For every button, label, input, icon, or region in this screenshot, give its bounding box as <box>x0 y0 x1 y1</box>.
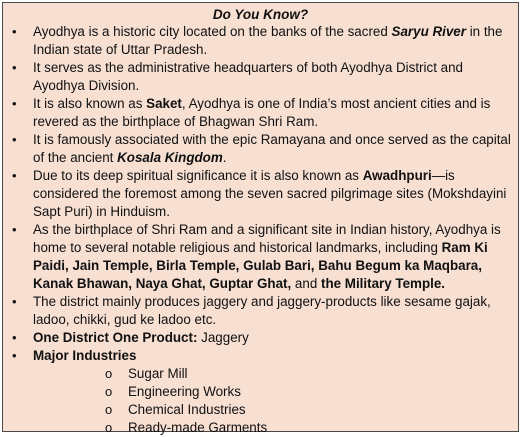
bullet-icon: • <box>12 168 17 183</box>
info-box <box>2 2 519 435</box>
sub-bullet-icon: o <box>105 366 113 381</box>
sub-bullet-icon: o <box>105 420 113 435</box>
bullet-icon: • <box>12 96 17 111</box>
box-title: Do You Know? <box>212 7 309 22</box>
list-item: • The district mainly produces jaggery and jaggery-products like sesame gajak, ladoo, chikki, gud ke ladoo etc. <box>12 294 491 327</box>
industry-item: o Ready-made Garments <box>105 420 268 435</box>
list-item <box>3 347 518 437</box>
list-item: • As the birthplace of Shri Ram and a significant site in Indian history, Ayodhya is home to several notable religious and historical landmarks, including Ram Ki Paidi, Jain Temple, Birla Temple, Gulab Bari, Bahu Begum ka Maqbara, Kanak Bhawan, Naya Ghat, Guptar Ghat, and the Military Temple. <box>12 222 501 291</box>
bullet-icon: • <box>12 348 17 363</box>
list-item: • Ayodhya is a historic city located on the banks of the sacred Saryu River in the Indian state of Uttar Pradesh. <box>12 24 503 57</box>
military-temple: the Military Temple. <box>321 276 446 291</box>
industry-item: o Chemical Industries <box>105 402 246 417</box>
bullet-icon: • <box>12 330 17 345</box>
list-item: • It is also known as Saket, Ayodhya is one of India’s most ancient cities and is revered as the birthplace of Bhagwan Shri Ram. <box>12 96 491 129</box>
list-item: • Due to its deep spiritual significance it is also known as Awadhpuri—is considered the foremost among the seven sacred pilgrimage sites (Mokshdayini Sapt Puri) in Hinduism. <box>12 168 507 219</box>
bullet-icon: • <box>12 132 17 147</box>
industry-item: o Sugar Mill <box>105 366 188 381</box>
river-name: Saryu River <box>391 24 466 39</box>
sub-bullet-icon: o <box>105 402 113 417</box>
landmark-list: Ram Ki Paidi, Jain Temple, Birla Temple, Gulab Bari, Bahu Begum ka Maqbara, Kanak Bhawan, Naya Ghat, Guptar Ghat, <box>33 240 488 291</box>
industries-heading: Major Industries <box>33 348 137 363</box>
industry-item: o Engineering Works <box>105 384 241 399</box>
sub-bullet-icon: o <box>105 384 113 399</box>
alt-name-saket: Saket <box>146 96 182 111</box>
bullet-icon: • <box>12 294 17 309</box>
bullet-icon: • <box>12 24 17 39</box>
odop-label: One District One Product: <box>33 330 198 345</box>
bullet-icon: • <box>12 60 17 75</box>
industries-list <box>33 365 514 437</box>
odop-value: Jaggery <box>197 330 249 345</box>
kingdom-name: Kosala Kingdom <box>117 150 223 165</box>
bullet-icon: • <box>12 222 17 237</box>
list-item: • It serves as the administrative headquarters of both Ayodhya District and Ayodhya Division. <box>12 60 463 93</box>
list-item: • It is famously associated with the epic Ramayana and once served as the capital of the ancient Kosala Kingdom. <box>12 132 511 165</box>
alt-name-awadhpuri: Awadhpuri <box>362 168 432 183</box>
fact-list <box>3 23 518 437</box>
list-item <box>3 329 518 347</box>
